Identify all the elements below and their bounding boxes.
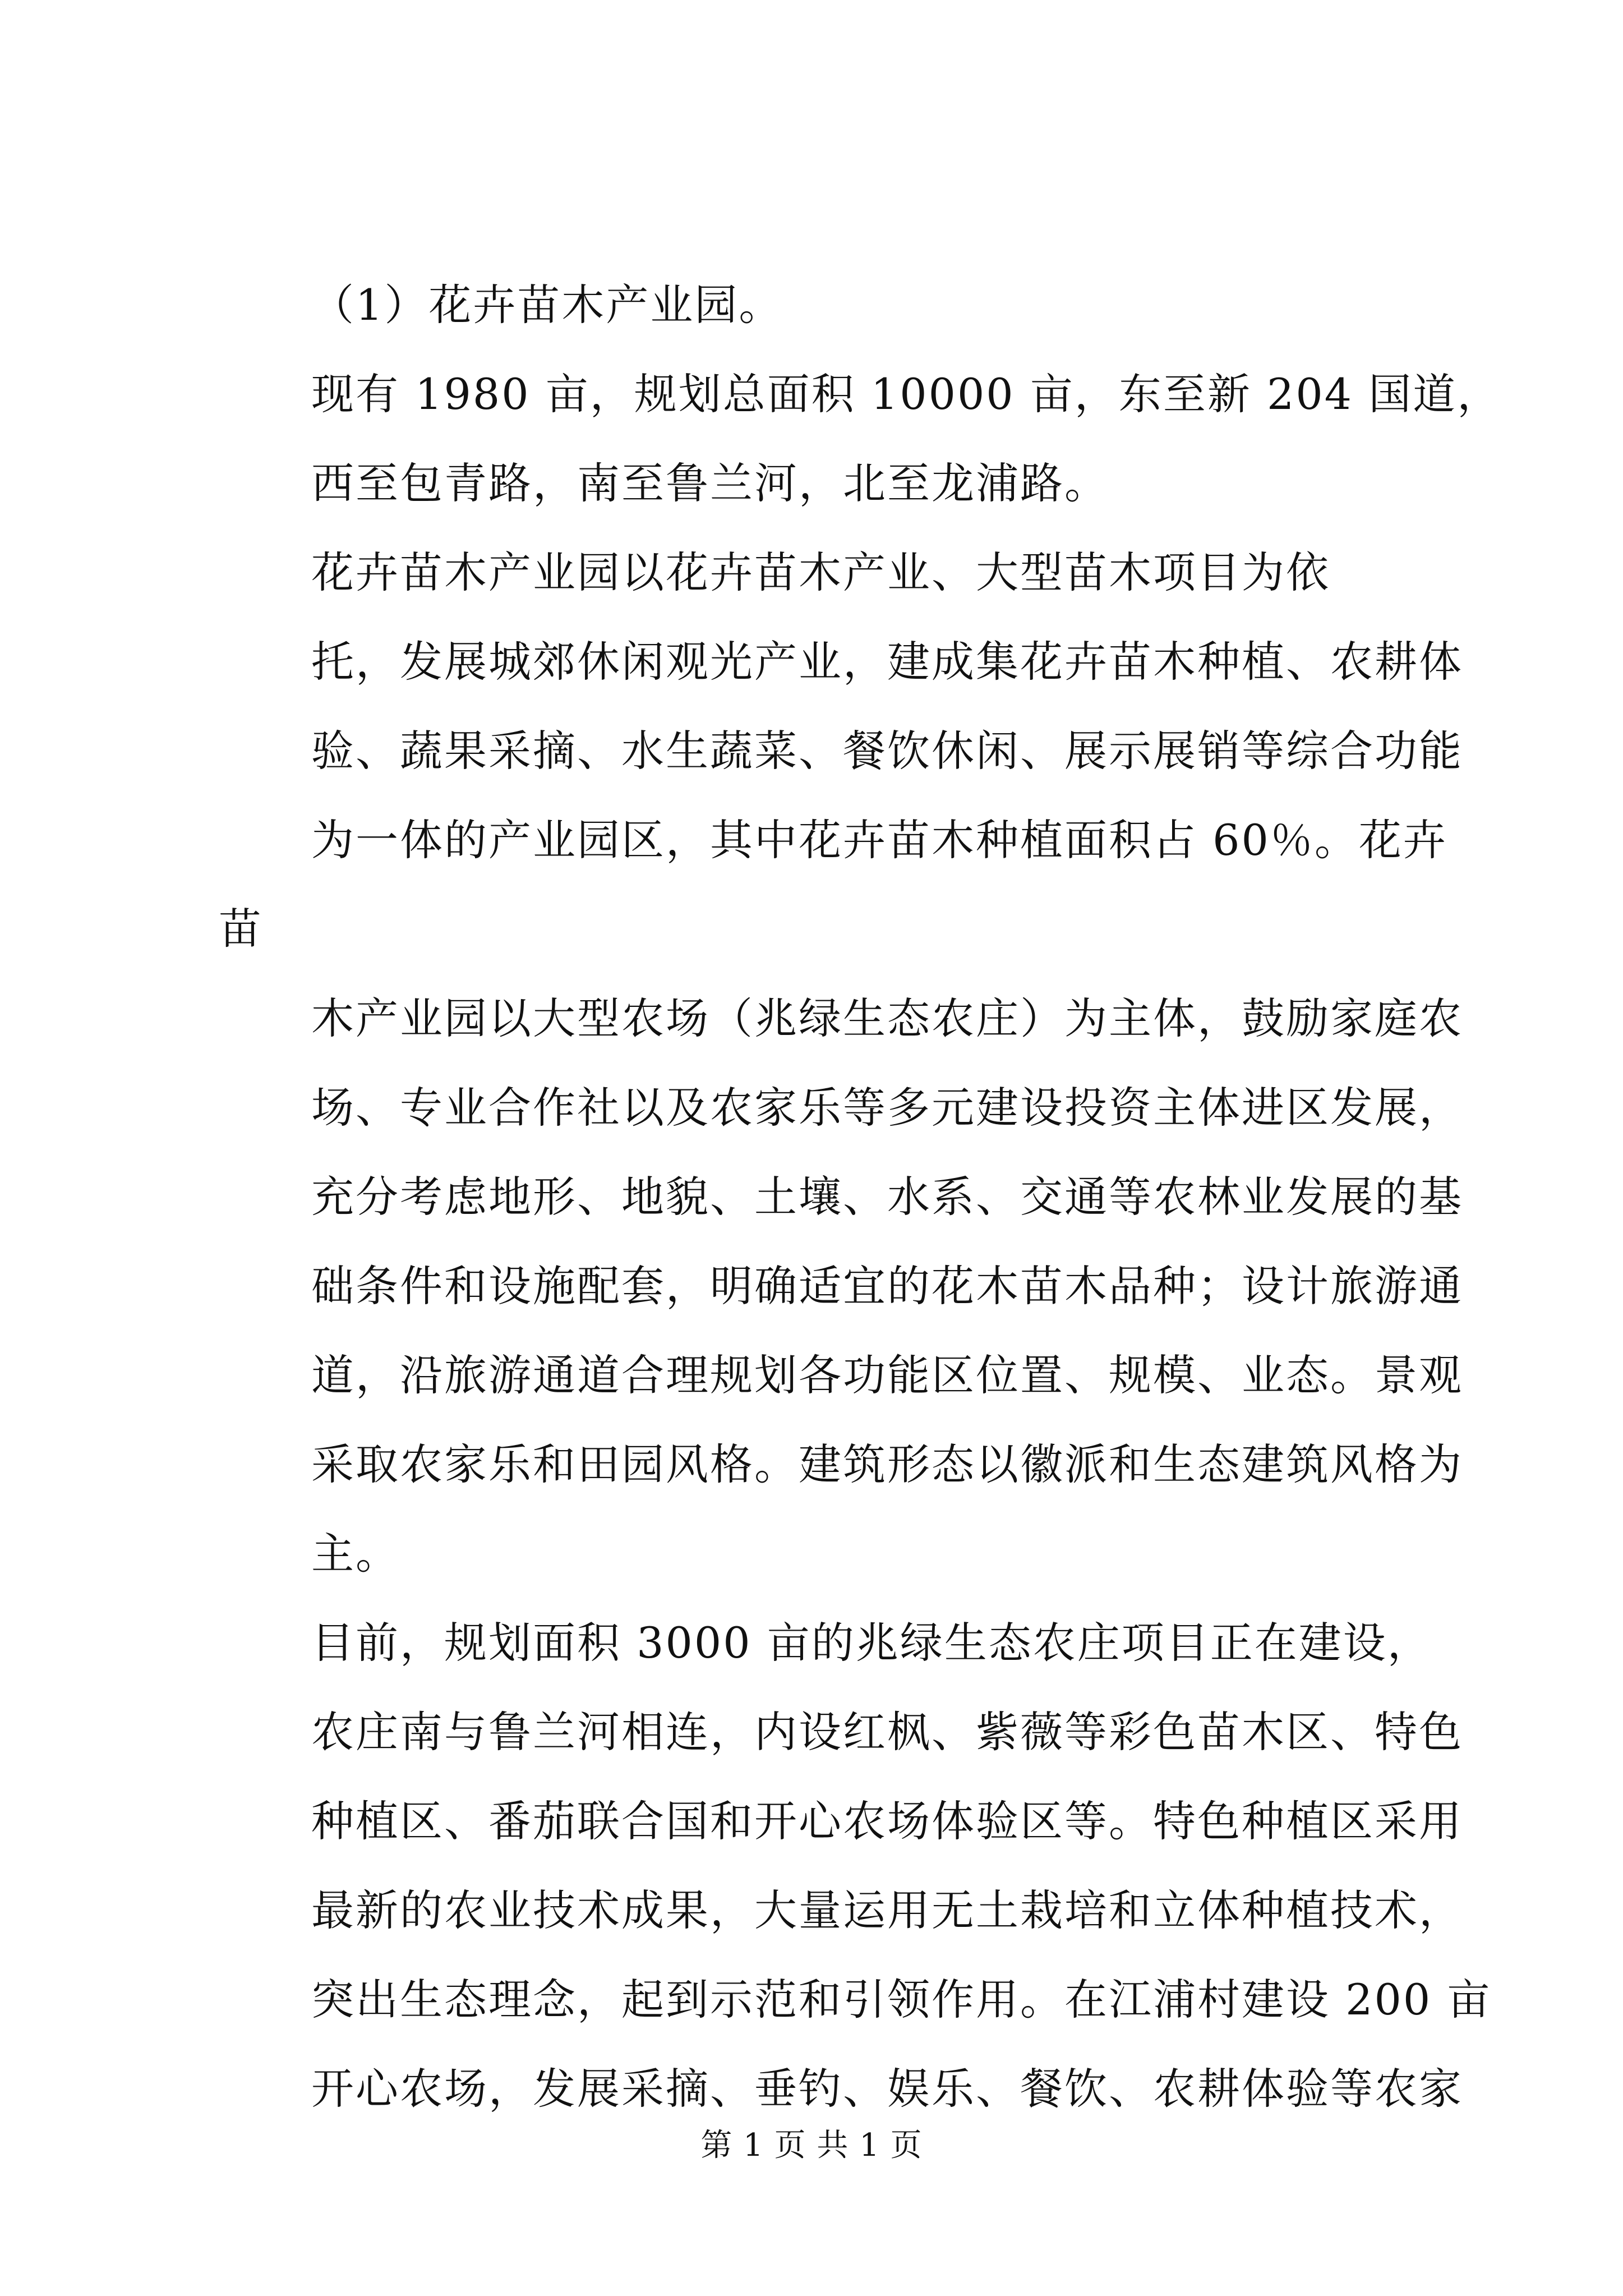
text-line-14: 采取农家乐和田园风格。建筑形态以徽派和生态建筑风格为 (311, 1439, 1463, 1489)
text-line-16: 目前，规划面积 3000 亩的兆绿生态农庄项目正在建设， (311, 1618, 1432, 1668)
text-line-21: 开心农场，发展采摘、垂钓、娱乐、餐饮、农耕体验等农家 (311, 2064, 1463, 2114)
text-line-2: 现有 1980 亩，规划总面积 10000 亩，东至新 204 国道， (311, 369, 1502, 419)
text-line-3: 西至包青路，南至鲁兰河，北至龙浦路。 (311, 458, 1109, 508)
text-line-6: 验、蔬果采摘、水生蔬菜、餐饮休闲、展示展销等综合功能 (311, 726, 1463, 776)
page-footer: 第 1 页 共 1 页 (700, 2127, 923, 2164)
text-line-13: 道，沿旅游通道合理规划各功能区位置、规模、业态。景观 (311, 1350, 1463, 1400)
text-line-7: 为一体的产业园区，其中花卉苗木种植面积占 60％。花卉 (311, 815, 1447, 865)
text-line-9: 木产业园以大型农场（兆绿生态农庄）为主体，鼓励家庭农 (311, 993, 1463, 1043)
text-line-18: 种植区、番茄联合国和开心农场体验区等。特色种植区采用 (311, 1796, 1463, 1846)
text-line-17: 农庄南与鲁兰河相连，内设红枫、紫薇等彩色苗木区、特色 (311, 1707, 1463, 1757)
text-line-12: 础条件和设施配套，明确适宜的花木苗木品种；设计旅游通 (311, 1261, 1463, 1311)
text-line-20: 突出生态理念，起到示范和引领作用。在江浦村建设 200 亩 (311, 1975, 1492, 2024)
text-line-11: 充分考虑地形、地貌、土壤、水系、交通等农林业发展的基 (311, 1172, 1463, 1222)
text-line-1: （1）花卉苗木产业园。 (311, 280, 783, 330)
text-line-5: 托，发展城郊休闲观光产业，建成集花卉苗木种植、农耕体 (311, 637, 1463, 687)
text-line-10: 场、专业合作社以及农家乐等多元建设投资主体进区发展， (311, 1083, 1463, 1133)
text-line-8: 苗 (219, 904, 263, 954)
text-line-15: 主。 (311, 1529, 400, 1579)
text-line-4: 花卉苗木产业园以花卉苗木产业、大型苗木项目为依 (311, 547, 1330, 597)
text-line-19: 最新的农业技术成果，大量运用无土栽培和立体种植技术， (311, 1885, 1463, 1935)
